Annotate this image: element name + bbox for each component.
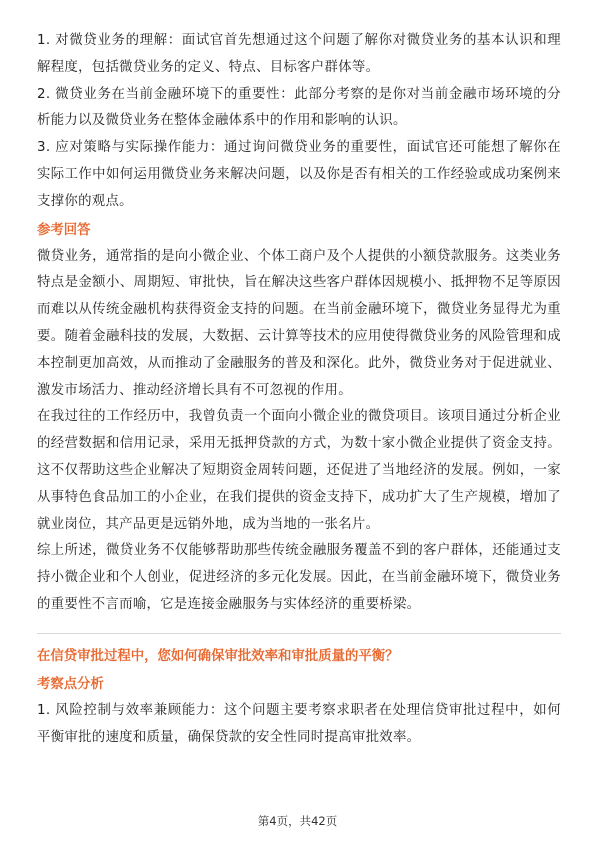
answer-heading: 参考回答 <box>37 222 91 238</box>
answer-paragraph-1: 微贷业务，通常指的是向小微企业、个体工商户及个人提供的小额贷款服务。这类业务特点是金额小、周期短、审批快，旨在解决这些客户群体因规模小、抵押物不足等原因而难以从传统金融机构获得资金支持的问题。在当前金融环境下，微贷业务显得尤为重要。随着金融科技的发展，大数据、云计算等技术的应用使得微贷业务的风险管理和成本控制更加高效，从而推动了金融服务的普及和深化。此外，微贷业务对于促进就业、激发市场活力、推动经济增长具有不可忽视的作用。 <box>37 248 561 398</box>
answer-paragraph-3: 综上所述，微贷业务不仅能够帮助那些传统金融服务覆盖不到的客户群体，还能通过支持小微企业和个人创业，促进经济的多元化发展。因此，在当前金融环境下，微贷业务的重要性不言而喻，它是连接金融服务与实体经济的重要桥梁。 <box>37 543 561 612</box>
question-analysis-item-1: 1. 风险控制与效率兼顾能力：这个问题主要考察求职者在处理信贷审批过程中，如何平衡审批的速度和质量，确保贷款的安全性同时提高审批效率。 <box>37 702 561 745</box>
section-divider <box>37 633 561 634</box>
question-title: 在信贷审批过程中，您如何确保审批效率和审批质量的平衡？ <box>37 648 399 664</box>
answer-paragraph-2: 在我过往的工作经历中，我曾负责一个面向小微企业的微贷项目。该项目通过分析企业的经营数据和信用记录，采用无抵押贷款的方式，为数十家小微企业提供了资金支持。这不仅帮助这些企业解决了短期资金周转问题，还促进了当地经济的发展。例如，一家从事特色食品加工的小企业，在我们提供的资金支持下，成功扩大了生产规模，增加了就业岗位，其产品更是远销外地，成为当地的一张名片。 <box>37 409 561 532</box>
page-footer: 第4页，共42页 <box>257 814 338 828</box>
analysis-heading: 考察点分析 <box>37 676 104 692</box>
analysis-item-2: 2. 微贷业务在当前金融环境下的重要性：此部分考察的是你对当前金融市场环境的分析能力以及微贷业务在整体金融体系中的作用和影响的认识。 <box>37 86 561 129</box>
analysis-item-3: 3. 应对策略与实际操作能力：通过询问微贷业务的重要性，面试官还可能想了解你在实际工作中如何运用微贷业务来解决问题，以及你是否有相关的工作经验或成功案例来支撑你的观点。 <box>37 140 561 209</box>
page-content <box>37 28 561 751</box>
analysis-item-1: 1. 对微贷业务的理解：面试官首先想通过这个问题了解你对微贷业务的基本认识和理解程度，包括微贷业务的定义、特点、目标客户群体等。 <box>37 33 561 75</box>
